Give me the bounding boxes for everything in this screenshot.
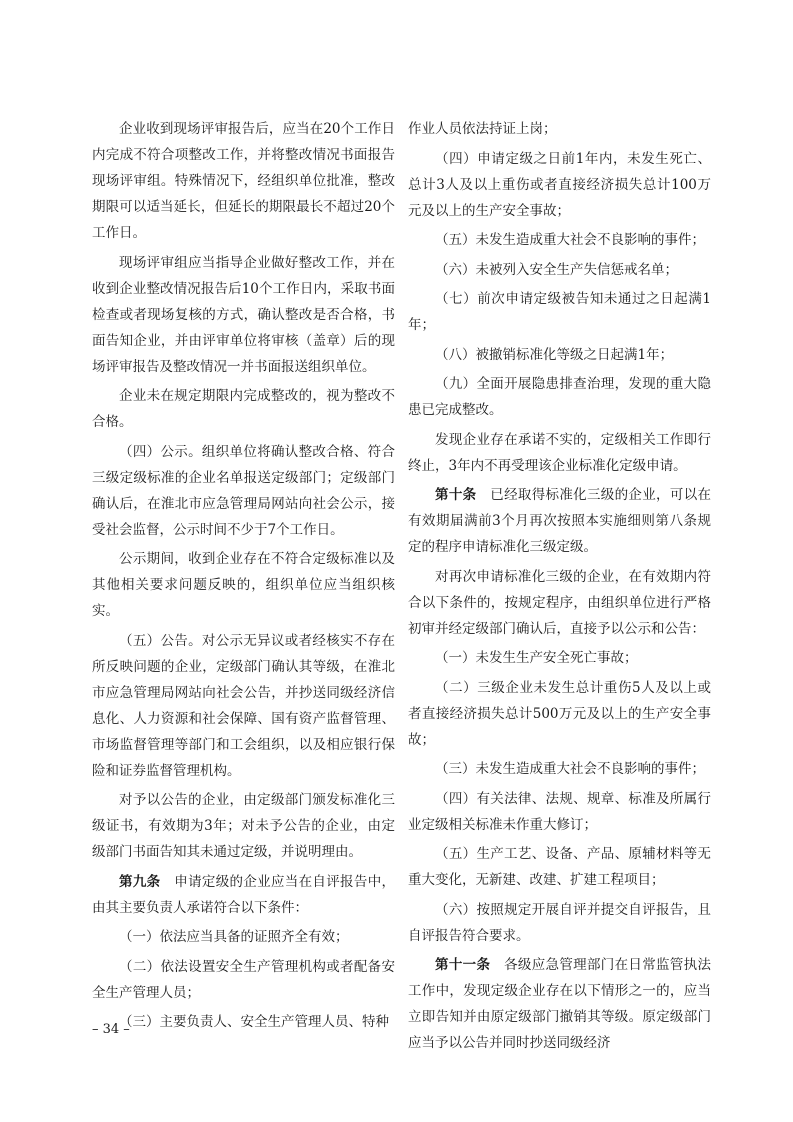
paragraph-text: （九）全面开展隐患排查治理，发现的重大隐患已完成整改。 xyxy=(408,376,711,418)
paragraph xyxy=(92,1009,395,1035)
article-label: 第九条 xyxy=(119,873,161,890)
paragraph-text: （一）未发生生产安全死亡事故； xyxy=(435,650,638,666)
paragraph xyxy=(92,116,395,246)
paragraph-text: （七）前次申请定级被告知未通过之日起满1年； xyxy=(408,291,711,333)
article-label: 第十条 xyxy=(435,487,477,503)
paragraph-text: （三）主要负责人、安全生产管理人员、特种 xyxy=(119,1014,389,1030)
paragraph xyxy=(408,427,711,479)
paragraph-text: 企业收到现场评审报告后，应当在20个工作日内完成不符合项整改工作，并将整改情况书面报告现场评审组。特殊情况下，经组织单位批准，整改期限可以适当延长，但延长的期限最长不超过20个工作日。 xyxy=(92,121,395,241)
paragraph-text: 发现企业存在承诺不实的，定级相关工作即行终止，3年内不再受理该企业标准化定级申请。 xyxy=(408,431,711,474)
paragraph-text: （四）申请定级之日前1年内，未发生死亡、总计3人及以上重伤或者直接经济损失总计100万元及以上的生产安全事故； xyxy=(408,150,711,219)
paragraph xyxy=(92,546,395,624)
paragraph-text: （三）未发生造成重大社会不良影响的事件； xyxy=(435,761,705,777)
paragraph xyxy=(92,924,395,950)
paragraph xyxy=(408,371,711,423)
paragraph xyxy=(92,954,395,1006)
paragraph xyxy=(92,439,395,543)
paragraph xyxy=(408,482,711,560)
paragraph xyxy=(408,116,711,142)
paragraph-text: （二）依法设置安全生产管理机构或者配备安全生产管理人员； xyxy=(92,958,395,1001)
article-label: 第十一条 xyxy=(435,957,491,973)
paragraph-text: 对予以公告的企业，由定级部门颁发标准化三级证书，有效期为3年；对未予公告的企业，由定级部门书面告知其未通过定级，并说明理由。 xyxy=(92,792,395,860)
paragraph-text: （六）按照规定开展自评并提交自评报告，且自评报告符合要求。 xyxy=(408,901,711,944)
paragraph-text: 申请定级的企业应当在自评报告中，由其主要负责人承诺符合以下条件： xyxy=(92,873,396,916)
paragraph xyxy=(408,756,711,782)
paragraph-text: （四）有关法律、法规、规章、标准及所属行业定级相关标准未作重大修订； xyxy=(408,790,711,833)
paragraph xyxy=(92,383,395,435)
paragraph xyxy=(408,564,711,642)
paragraph-text: （六）未被列入安全生产失信惩戒名单； xyxy=(435,261,678,278)
paragraph xyxy=(408,146,711,224)
paragraph-text: 作业人员依法持证上岗； xyxy=(408,121,557,137)
paragraph xyxy=(408,342,711,368)
paragraph-text: （五）公告。对公示无异议或者经核实不存在所反映问题的企业，定级部门确认其等级，在淮北市应急管理局网站向社会公告，并抄送同级经济信息化、人力资源和社会保障、国有资产监督管理、市场监督管理等部门和工会组织，以及相应银行保险和证券监督管理机构。 xyxy=(92,632,395,779)
paragraph-text: （八）被撤销标准化等级之日起满1年； xyxy=(435,346,674,363)
paragraph xyxy=(408,841,711,893)
paragraph xyxy=(408,675,711,753)
paragraph-text: （二）三级企业未发生总计重伤5人及以上或者直接经济损失总计500万元及以上的生产安全事故； xyxy=(408,679,711,748)
paragraph xyxy=(408,786,711,838)
paragraph xyxy=(408,897,711,949)
paragraph-text: 各级应急管理部门在日常监管执法工作中，发现定级企业存在以下情形之一的，应当立即告知并由原定级部门撤销其等级。原定级部门应当予以公告并同时抄送同级经济 xyxy=(408,957,712,1051)
page-number: – 34 – xyxy=(92,1022,130,1037)
right-column xyxy=(408,116,711,1060)
paragraph xyxy=(92,787,395,865)
paragraph-text: 企业未在规定期限内完成整改的，视为整改不合格。 xyxy=(92,388,395,430)
paragraph xyxy=(92,250,395,380)
paragraph xyxy=(408,257,711,283)
paragraph xyxy=(408,286,711,338)
paragraph-text: （五）未发生造成重大社会不良影响的事件； xyxy=(435,232,705,248)
paragraph-text: 已经取得标准化三级的企业，可以在有效期届满前3个月再次按照本实施细则第八条规定的程序申请标准化三级定级。 xyxy=(408,487,712,555)
paragraph xyxy=(92,869,395,921)
left-column xyxy=(92,116,395,1039)
paragraph xyxy=(408,952,711,1056)
paragraph-text: （五）生产工艺、设备、产品、原辅材料等无重大变化，无新建、改建、扩建工程项目； xyxy=(408,846,711,888)
paragraph xyxy=(92,628,395,784)
paragraph-text: （四）公示。组织单位将确认整改合格、符合三级定级标准的企业名单报送定级部门；定级部门确认后，在淮北市应急管理局网站向社会公示，接受社会监督，公示时间不少于7个工作日。 xyxy=(92,443,395,538)
paragraph-text: 公示期间，收到企业存在不符合定级标准以及其他相关要求问题反映的，组织单位应当组织核实。 xyxy=(92,551,395,619)
paragraph-text: （一）依法应当具备的证照齐全有效； xyxy=(119,929,349,945)
paragraph-text: 对再次申请标准化三级的企业，在有效期内符合以下条件的，按规定程序，由组织单位进行严格初审并经定级部门确认后，直接予以公示和公告： xyxy=(408,568,711,637)
paragraph xyxy=(408,227,711,253)
paragraph xyxy=(408,645,711,671)
paragraph-text: 现场评审组应当指导企业做好整改工作，并在收到企业整改情况报告后10个工作日内，采取书面检查或者现场复核的方式，确认整改是否合格，书面告知企业，并由评审单位将审核（盖章）后的现场评审报告及整改情况一并书面报送组织单位。 xyxy=(92,254,395,375)
